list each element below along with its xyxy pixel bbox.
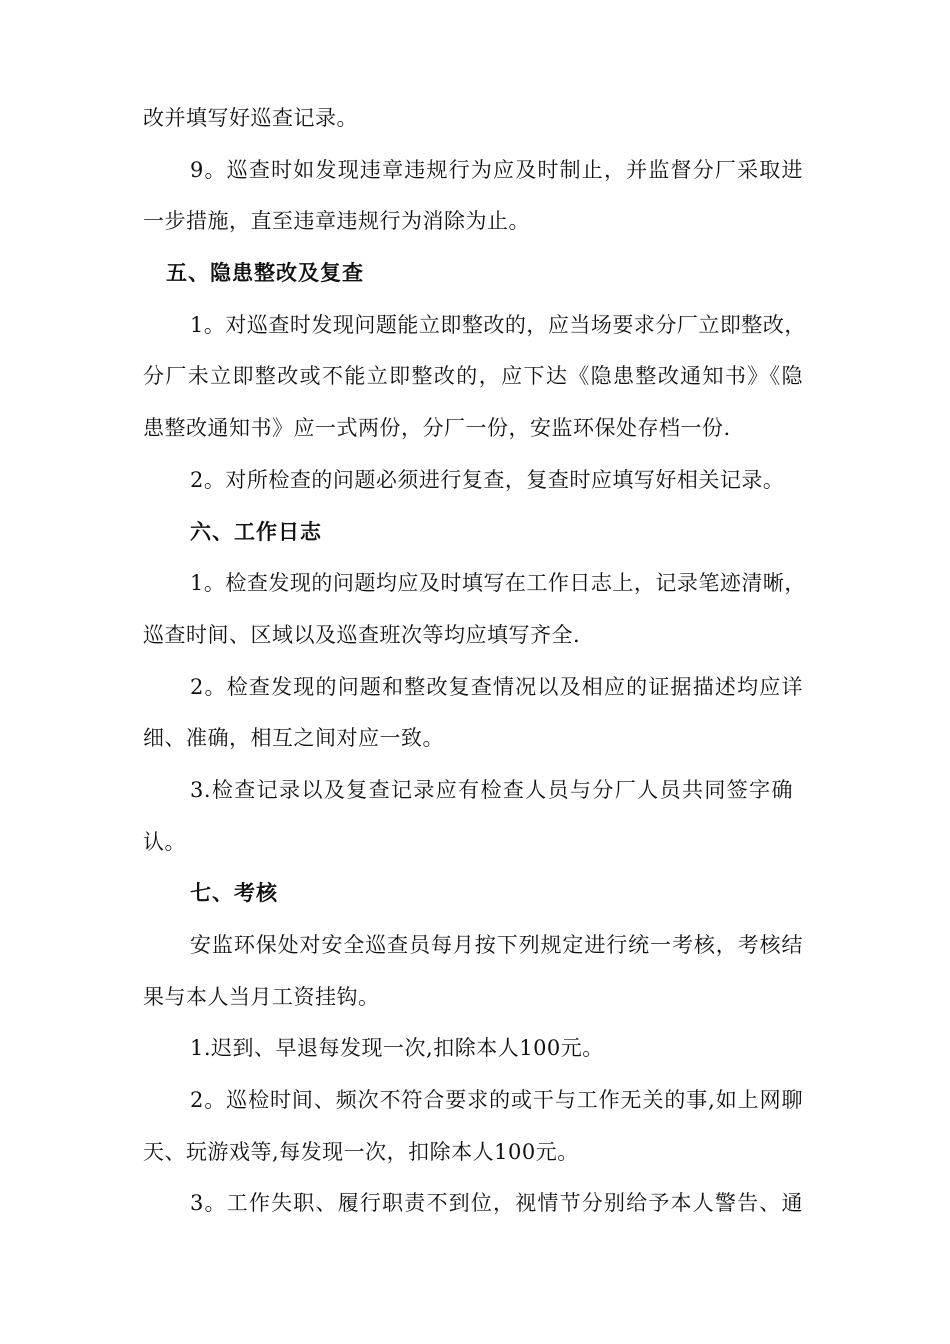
section-heading: 七、考核 xyxy=(190,881,278,905)
text-line: 一步措施，直至违章违规行为消除为止。 xyxy=(143,209,530,233)
text-line: 1。检查发现的问题均应及时填写在工作日志上，记录笔迹清晰， xyxy=(190,571,806,595)
text-line: 天、玩游戏等,每发现一次，扣除本人100元。 xyxy=(143,1140,579,1164)
text-line: 2。检查发现的问题和整改复查情况以及相应的证据描述均应详 xyxy=(190,675,803,699)
text-line: 1.迟到、早退每发现一次,扣除本人100元。 xyxy=(190,1036,604,1060)
text-line: 改并填写好巡查记录。 xyxy=(143,106,358,130)
text-line: 9。巡查时如发现违章违规行为应及时制止，并监督分厂采取进 xyxy=(190,158,803,182)
text-line: 2。巡检时间、频次不符合要求的或干与工作无关的事,如上网聊 xyxy=(190,1088,803,1112)
text-line: 1。对巡查时发现问题能立即整改的，应当场要求分厂立即整改， xyxy=(190,313,806,337)
section-heading: 六、工作日志 xyxy=(190,520,322,544)
text-line: 3.检查记录以及复查记录应有检查人员与分厂人员共同签字确 xyxy=(190,778,793,802)
text-line: 3。工作失职、履行职责不到位，视情节分别给予本人警告、通 xyxy=(190,1191,803,1215)
text-line: 患整改通知书》应一式两份，分厂一份，安监环保处存档一份. xyxy=(143,416,731,440)
text-line: 细、准确，相互之间对应一致。 xyxy=(143,726,444,750)
text-line: 巡查时间、区域以及巡查班次等均应填写齐全. xyxy=(143,623,581,647)
text-line: 认。 xyxy=(143,830,186,854)
text-line: 2。对所检查的问题必须进行复查，复查时应填写好相关记录。 xyxy=(190,468,785,492)
text-line: 果与本人当月工资挂钩。 xyxy=(143,985,380,1009)
section-heading: 五、隐患整改及复查 xyxy=(166,261,364,285)
text-line: 安监环保处对安全巡查员每月按下列规定进行统一考核，考核结 xyxy=(190,933,803,957)
text-line: 分厂未立即整改或不能立即整改的，应下达《隐患整改通知书》《隐 xyxy=(143,364,803,388)
